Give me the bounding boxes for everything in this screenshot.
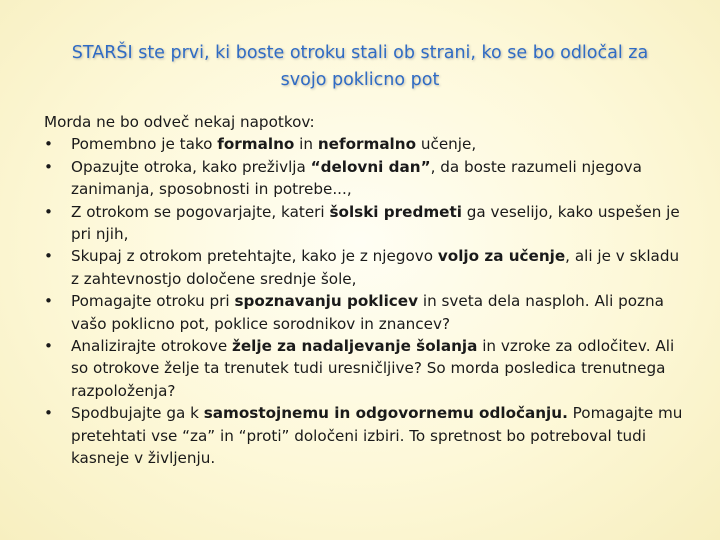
- list-item: • Skupaj z otrokom pretehtajte, kako je z njegovo voljo za učenje, ali je v skladu z zahtevnostjo določene srednje šole,: [44, 245, 684, 290]
- slide-title: [30, 40, 690, 94]
- list-item: • Analizirajte otrokove želje za nadaljevanje šolanja in vzroke za odločitev. Ali so otrokove želje ta trenutek tudi uresničljive? So morda posledica trenutnega razpoloženja?: [44, 335, 684, 402]
- list-item: • Pomagajte otroku pri spoznavanju poklicev in sveta dela nasploh. Ali pozna vašo poklicno pot, poklice sorodnikov in znancev?: [44, 290, 684, 335]
- list-item: • Z otrokom se pogovarjajte, kateri šolski predmeti ga veselijo, kako uspešen je pri njih,: [44, 201, 684, 246]
- title-line-1: STARŠI ste prvi, ki boste otroku stali ob strani, ko se bo odločal za: [71, 43, 649, 63]
- intro-text: Morda ne bo odveč nekaj napotkov:: [44, 113, 315, 131]
- list-item: • Pomembno je tako formalno in neformalno učenje,: [44, 133, 684, 155]
- list-item: • Opazujte otroka, kako preživlja “delovni dan”, da boste razumeli njegova zanimanja, sposobnosti in potrebe...,: [44, 156, 684, 201]
- tips-list: [44, 133, 684, 469]
- slide-body: [44, 111, 684, 470]
- title-line-2: svojo poklicno pot: [280, 70, 440, 90]
- list-item: • Spodbujajte ga k samostojnemu in odgovornemu odločanju. Pomagajte mu pretehtati vse “za” in “proti” določeni izbiri. To spretnost bo potreboval tudi kasneje v življenju.: [44, 402, 684, 469]
